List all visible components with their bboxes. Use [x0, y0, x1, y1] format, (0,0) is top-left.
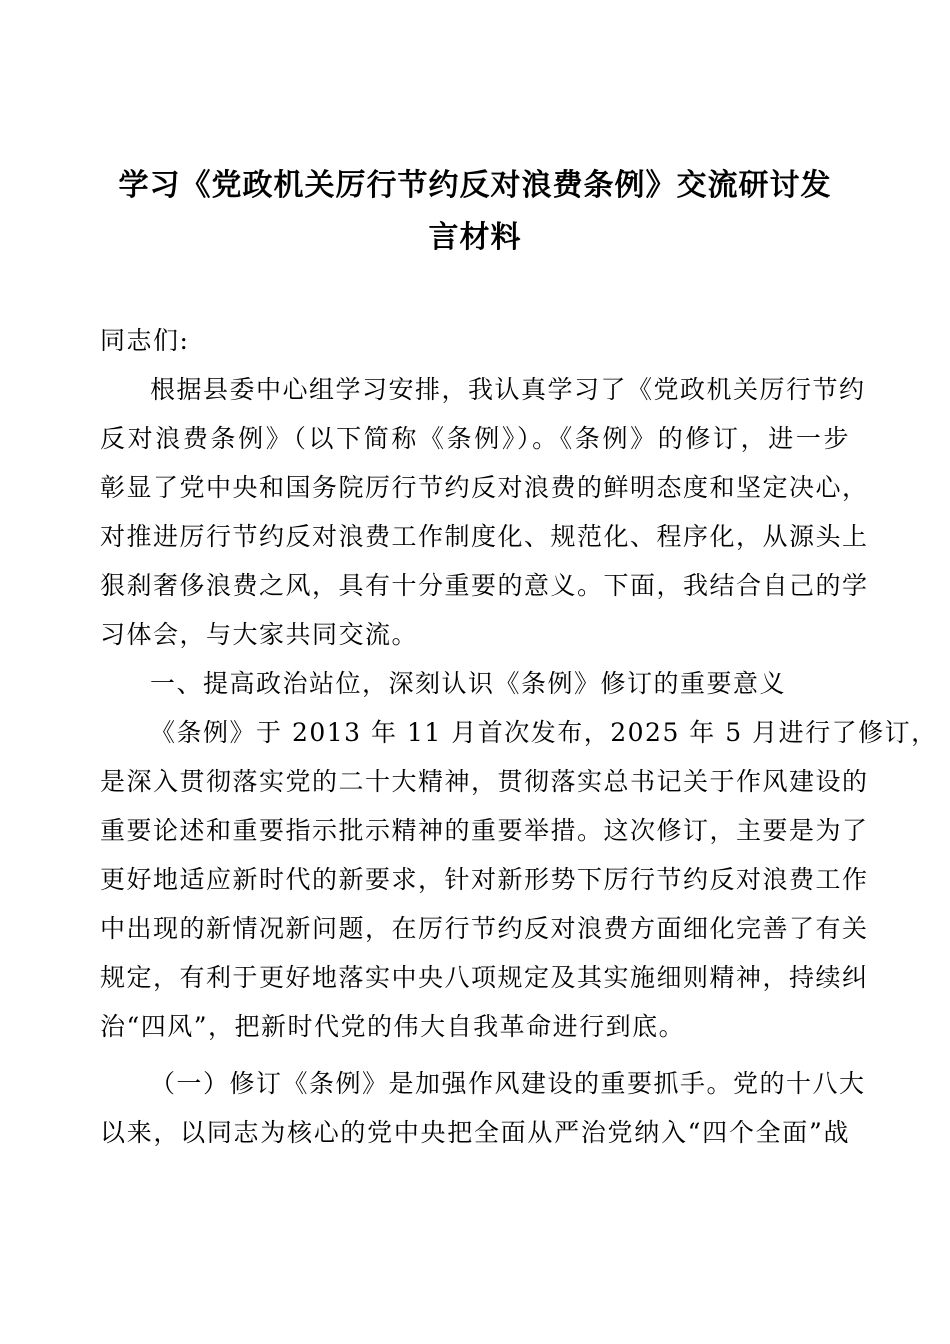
paragraph-line: 重要论述和重要指示批示精神的重要举措。这次修订，主要是为了 — [100, 816, 869, 845]
document-body — [100, 316, 938, 1157]
title-line: 言材料 — [428, 220, 522, 255]
paragraph-line: 反对浪费条例》（以下简称《条例》）。《条例》的修订，进一步 — [100, 424, 850, 453]
paragraph-line: 对推进厉行节约反对浪费工作制度化、规范化、程序化，从源头上 — [100, 522, 869, 551]
paragraph-line: 根据县委中心组学习安排，我认真学习了《党政机关厉行节约 — [150, 375, 866, 404]
paragraph-line: 狠刹奢侈浪费之风，具有十分重要的意义。下面，我结合自己的学 — [100, 571, 869, 600]
paragraph-line: 《条例》于 2013 年 11 月首次发布，2025 年 5 月进行了修订， — [150, 718, 938, 747]
paragraph-line: 更好地适应新时代的新要求，针对新形势下厉行节约反对浪费工作 — [100, 865, 869, 894]
title-line: 学习《党政机关厉行节约反对浪费条例》交流研讨发 — [118, 168, 832, 203]
paragraph-line: 是深入贯彻落实党的二十大精神，贯彻落实总书记关于作风建设的 — [100, 767, 869, 796]
section-heading: 一、提高政治站位，深刻认识《条例》修订的重要意义 — [150, 669, 787, 698]
paragraph-line: 习体会，与大家共同交流。 — [100, 620, 419, 649]
subsection-heading-line: （一）修订《条例》是加强作风建设的重要抓手。党的十八大 — [150, 1069, 866, 1098]
paragraph-line: 规定，有利于更好地落实中央八项规定及其实施细则精神，持续纠 — [100, 963, 869, 992]
paragraph-line: 彰显了党中央和国务院厉行节约反对浪费的鲜明态度和坚定决心， — [100, 473, 869, 502]
paragraph-line: 治“四风”，把新时代党的伟大自我革命进行到底。 — [100, 1012, 686, 1041]
salutation: 同志们: — [100, 326, 190, 355]
document-title — [100, 160, 850, 264]
paragraph-line: 以来，以同志为核心的党中央把全面从严治党纳入“四个全面”战 — [100, 1118, 850, 1147]
paragraph-line: 中出现的新情况新问题，在厉行节约反对浪费方面细化完善了有关 — [100, 914, 869, 943]
